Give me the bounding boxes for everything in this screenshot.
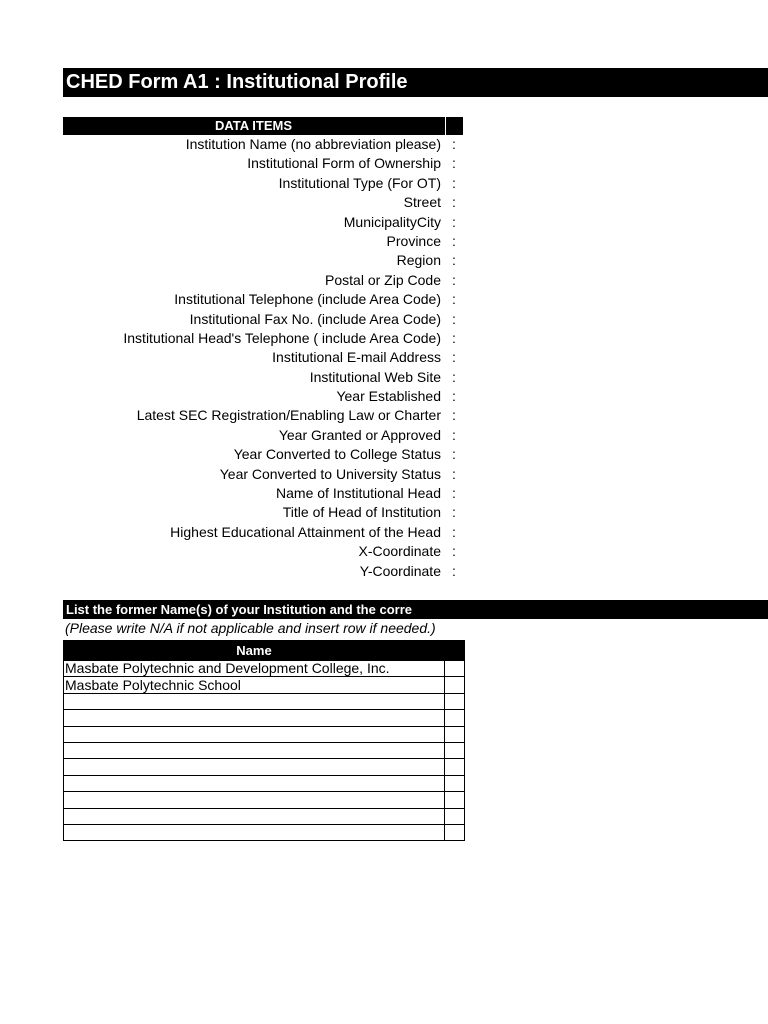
data-item-label: Institutional Form of Ownership — [247, 155, 441, 172]
data-item-separator: : — [452, 426, 456, 443]
data-item-label: X-Coordinate — [358, 543, 441, 560]
side-cell[interactable] — [445, 693, 465, 709]
data-item-row[interactable] — [63, 290, 463, 309]
data-item-separator: : — [452, 543, 456, 560]
data-item-row[interactable] — [63, 484, 463, 503]
side-cell[interactable] — [445, 775, 465, 791]
table-row — [64, 677, 465, 693]
data-item-row[interactable] — [63, 213, 463, 232]
data-item-row[interactable] — [63, 174, 463, 193]
data-item-row[interactable] — [63, 135, 463, 154]
table-row — [64, 824, 465, 840]
data-item-separator: : — [452, 349, 456, 366]
data-item-label: Year Converted to University Status — [219, 465, 441, 482]
data-item-separator: : — [452, 446, 456, 463]
data-item-separator: : — [452, 562, 456, 579]
former-name-cell[interactable] — [64, 808, 445, 824]
side-cell[interactable] — [445, 710, 465, 726]
data-item-separator: : — [452, 504, 456, 521]
data-item-label: Year Established — [336, 388, 441, 405]
data-item-separator: : — [452, 252, 456, 269]
side-cell[interactable] — [445, 742, 465, 758]
table-header-row — [64, 641, 465, 661]
data-item-separator: : — [452, 194, 456, 211]
data-item-label: Latest SEC Registration/Enabling Law or Charter — [136, 407, 441, 424]
header-divider — [445, 117, 446, 135]
former-names-header — [63, 600, 768, 619]
table-row — [64, 661, 465, 677]
data-item-separator: : — [452, 368, 456, 385]
data-item-label: Name of Institutional Head — [276, 485, 441, 502]
data-item-label: Institution Name (no abbreviation please) — [185, 136, 441, 152]
data-item-label: Institutional Type (For OT) — [278, 174, 441, 191]
data-item-row[interactable] — [63, 445, 463, 464]
data-item-label: Province — [386, 232, 441, 249]
former-name-cell[interactable] — [64, 775, 445, 791]
data-item-label: Year Granted or Approved — [278, 426, 441, 443]
data-item-row[interactable] — [63, 523, 463, 542]
data-item-separator: : — [452, 291, 456, 308]
data-item-row[interactable] — [63, 232, 463, 251]
data-item-label: MunicipalityCity — [343, 213, 441, 230]
data-item-label: Postal or Zip Code — [325, 271, 441, 288]
name-column-header: Name — [64, 641, 445, 661]
data-item-separator: : — [452, 310, 456, 327]
side-cell[interactable] — [445, 824, 465, 840]
data-item-separator: : — [452, 407, 456, 424]
table-row — [64, 808, 465, 824]
data-item-row[interactable] — [63, 368, 463, 387]
data-item-row[interactable] — [63, 310, 463, 329]
data-item-row[interactable] — [63, 406, 463, 425]
table-row — [64, 693, 465, 709]
data-item-separator: : — [452, 523, 456, 540]
data-item-label: Y-Coordinate — [359, 562, 441, 579]
former-names-table — [63, 640, 465, 841]
former-name-cell[interactable] — [64, 710, 445, 726]
data-items-header-label: DATA ITEMS — [214, 118, 293, 133]
data-item-separator: : — [452, 329, 456, 346]
data-item-separator: : — [452, 136, 456, 152]
data-item-separator: : — [452, 155, 456, 172]
data-item-row[interactable] — [63, 348, 463, 367]
table-row — [64, 792, 465, 808]
data-item-separator: : — [452, 213, 456, 230]
former-name-cell[interactable]: Masbate Polytechnic and Development College, Inc. — [64, 661, 445, 677]
side-cell[interactable] — [445, 792, 465, 808]
data-item-label: Institutional Web Site — [309, 368, 441, 385]
data-item-separator: : — [452, 232, 456, 249]
data-item-label: Region — [396, 252, 441, 269]
former-name-cell[interactable] — [64, 759, 445, 775]
data-item-label: Year Converted to College Status — [233, 446, 441, 463]
data-item-row[interactable] — [63, 387, 463, 406]
data-items-list — [63, 135, 463, 581]
data-items-header — [63, 117, 463, 135]
former-name-cell[interactable] — [64, 742, 445, 758]
data-item-row[interactable] — [63, 465, 463, 484]
data-item-row[interactable] — [63, 251, 463, 270]
side-cell[interactable] — [445, 759, 465, 775]
table-row — [64, 710, 465, 726]
data-item-row[interactable] — [63, 542, 463, 561]
side-cell[interactable] — [445, 726, 465, 742]
data-item-label: Title of Head of Institution — [282, 504, 441, 521]
data-item-separator: : — [452, 271, 456, 288]
data-item-separator: : — [452, 174, 456, 191]
form-title: CHED Form A1 : Institutional Profile — [63, 68, 768, 97]
data-item-row[interactable] — [63, 503, 463, 522]
former-names-note: (Please write N/A if not applicable and insert row if needed.) — [65, 620, 436, 636]
data-item-row[interactable] — [63, 154, 463, 173]
data-item-row[interactable] — [63, 329, 463, 348]
side-cell[interactable] — [445, 808, 465, 824]
data-item-label: Highest Educational Attainment of the Head — [170, 523, 441, 540]
table-row — [64, 742, 465, 758]
data-item-label: Institutional Telephone (include Area Code) — [174, 291, 441, 308]
data-item-row[interactable] — [63, 562, 463, 581]
data-item-separator: : — [452, 485, 456, 502]
data-item-label: Institutional E-mail Address — [272, 349, 441, 366]
table-row — [64, 759, 465, 775]
side-cell[interactable] — [445, 661, 465, 677]
former-name-cell[interactable] — [64, 792, 445, 808]
former-name-cell[interactable]: Masbate Polytechnic School — [64, 677, 445, 693]
side-column-header — [445, 641, 465, 661]
former-name-cell[interactable] — [64, 726, 445, 742]
data-item-label: Institutional Fax No. (include Area Code) — [189, 310, 441, 327]
data-item-row[interactable] — [63, 193, 463, 212]
data-item-label: Street — [403, 194, 441, 211]
data-item-label: Institutional Head's Telephone ( include Area Code) — [123, 329, 441, 346]
data-item-row[interactable] — [63, 426, 463, 445]
table-row — [64, 775, 465, 791]
data-item-row[interactable] — [63, 271, 463, 290]
data-item-separator: : — [452, 388, 456, 405]
data-item-separator: : — [452, 465, 456, 482]
former-name-cell[interactable] — [64, 693, 445, 709]
side-cell[interactable] — [445, 677, 465, 693]
former-name-cell[interactable] — [64, 824, 445, 840]
table-row — [64, 726, 465, 742]
former-names-header-text: List the former Name(s) of your Institution and the corre — [66, 602, 412, 617]
